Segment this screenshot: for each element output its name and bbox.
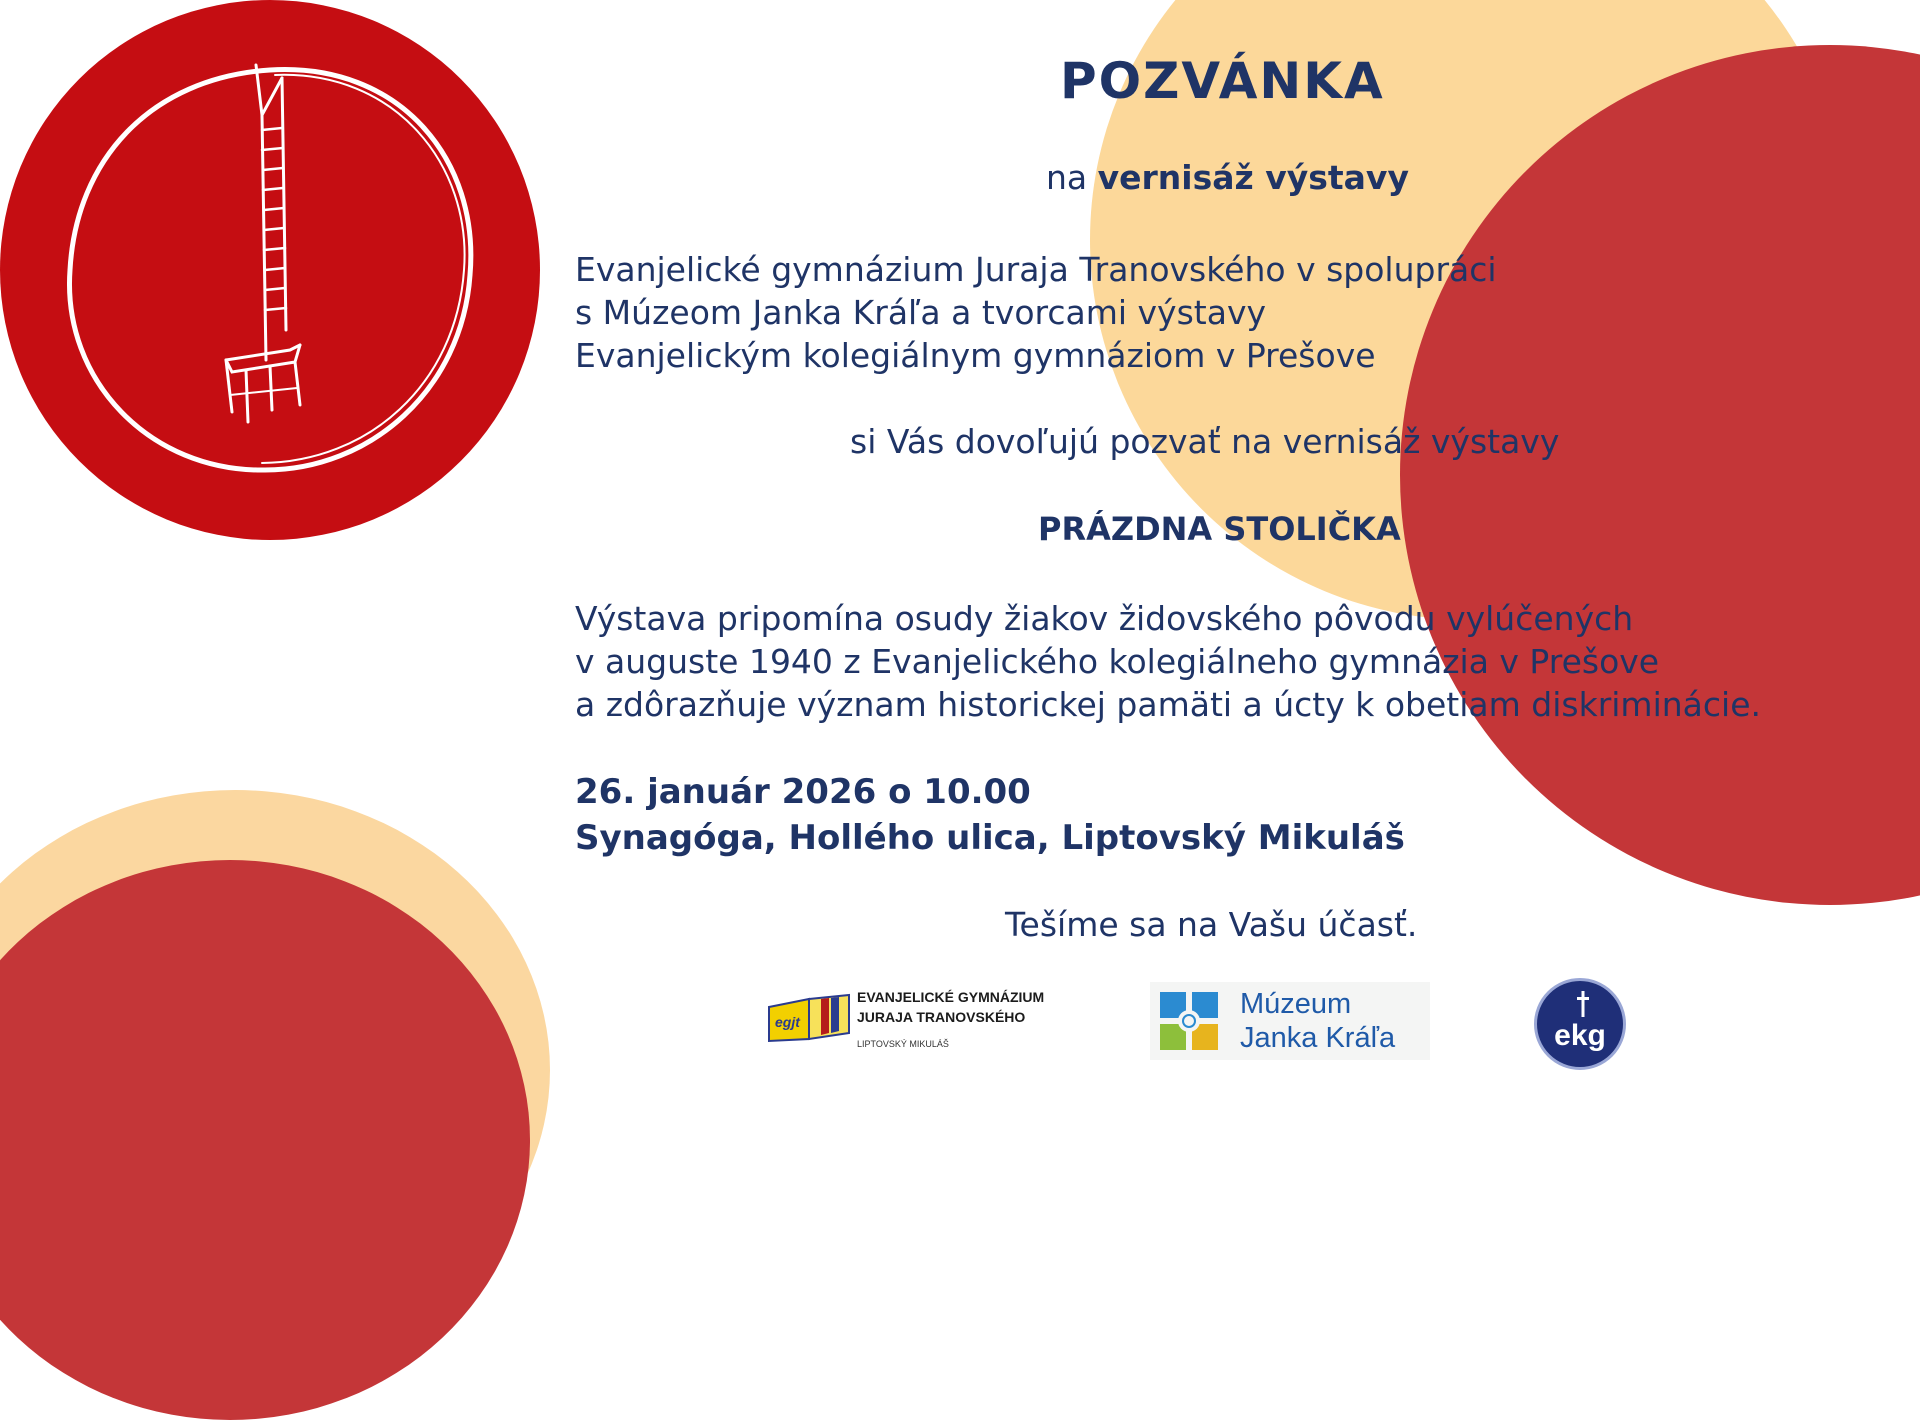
organizers-line: s Múzeom Janka Kráľa a tvorcami výstavy xyxy=(575,293,1267,332)
subtitle-emphasis: vernisáž výstavy xyxy=(1097,158,1409,197)
organizers-paragraph xyxy=(575,248,1497,377)
organizers-line: Evanjelickým kolegiálnym gymnáziom v Prešove xyxy=(575,336,1376,375)
description-line: a zdôrazňuje význam historickej pamäti a úcty k obetiam diskriminácie. xyxy=(575,685,1761,724)
chair-on-ladder-icon xyxy=(0,0,540,540)
invitation-subtitle xyxy=(1046,158,1409,197)
ekg-label: ekg xyxy=(1554,1019,1606,1052)
egjt-name-line1: EVANJELICKÉ GYMNÁZIUM xyxy=(857,989,1045,1005)
description-line: v auguste 1940 z Evanjelického kolegiálneho gymnázia v Prešove xyxy=(575,642,1660,681)
invitation-title: POZVÁNKA xyxy=(1060,52,1385,110)
event-date: 26. január 2026 o 10.00 xyxy=(575,772,1031,812)
invite-line: si Vás dovoľujú pozvať na vernisáž výstavy xyxy=(850,422,1560,461)
egjt-name-line2: JURAJA TRANOVSKÉHO xyxy=(857,1009,1026,1025)
muzeum-logo xyxy=(1150,982,1430,1060)
egjt-logo xyxy=(765,985,1085,1055)
muzeum-mark-icon xyxy=(1158,990,1220,1052)
cross-icon xyxy=(1577,991,1589,1017)
egjt-location: LIPTOVSKÝ MIKULÁŠ xyxy=(857,1039,949,1049)
egjt-book-label: egjt xyxy=(775,1014,800,1030)
subtitle-prefix: na xyxy=(1046,158,1098,197)
chair-emblem xyxy=(0,0,540,540)
book-icon xyxy=(765,993,855,1043)
exhibition-title: PRÁZDNA STOLIČKA xyxy=(1038,510,1401,548)
muzeum-name-line2: Janka Kráľa xyxy=(1240,1022,1396,1054)
organizers-line: Evanjelické gymnázium Juraja Tranovského v spolupráci xyxy=(575,250,1497,289)
muzeum-name-line1: Múzeum xyxy=(1240,988,1352,1020)
ekg-logo xyxy=(1534,978,1626,1070)
description-line: Výstava pripomína osudy žiakov židovského pôvodu vylúčených xyxy=(575,599,1634,638)
closing-line: Tešíme sa na Vašu účasť. xyxy=(1005,905,1418,944)
description-paragraph xyxy=(575,597,1761,726)
event-venue: Synagóga, Hollého ulica, Liptovský Mikuláš xyxy=(575,818,1405,858)
